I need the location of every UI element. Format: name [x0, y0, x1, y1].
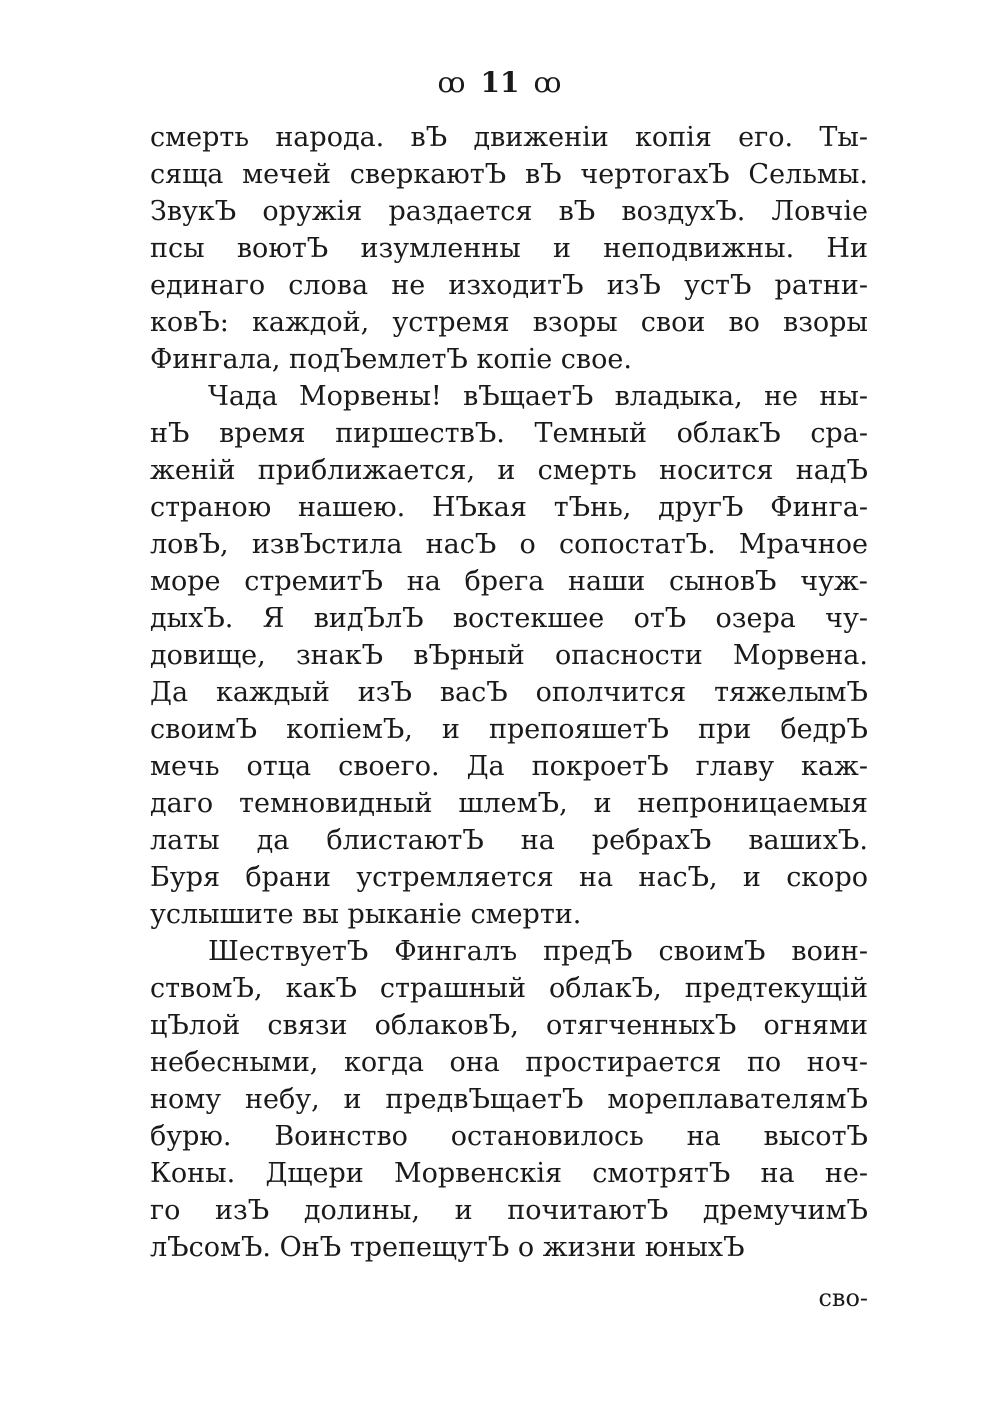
text-line: ловЪ, извЪстила насЪ о сопостатЪ. Мрачное: [150, 529, 868, 560]
text-line: Буря брани устремляется на насЪ, и скоро: [150, 862, 868, 893]
text-line: лЪсомЪ. ОнЪ трепещутЪ о жизни юныхЪ: [150, 1232, 745, 1263]
text-line: единаго слова не изходитЪ изЪ устЪ ратни-: [150, 270, 868, 301]
text-line: небесными, когда она простирается по ноч-: [150, 1047, 868, 1078]
text-line: своимЪ копіемЪ, и препояшетЪ при бедрЪ: [150, 714, 868, 745]
text-line: ШествуетЪ Фингалъ предЪ своимЪ воин-: [208, 936, 868, 967]
text-line: ковЪ: каждой, устремя взоры свои во взоры: [150, 307, 868, 338]
text-line: услышите вы рыканіе смерти.: [150, 899, 582, 930]
text-line: Чада Морвены! вЪщаетЪ владыка, не ны-: [208, 381, 868, 412]
text-line: сяща мечей сверкаютЪ вЪ чертогахЪ Сельмы.: [150, 159, 868, 190]
text-line: Да каждый изЪ васЪ ополчится тяжелымЪ: [150, 677, 868, 708]
text-line: ному небу, и предвЪщаетЪ мореплавателямЪ: [150, 1084, 868, 1115]
text-line: го изЪ долины, и почитаютЪ дремучимЪ: [150, 1195, 868, 1226]
left-ornament-icon: ꝏ: [437, 65, 467, 99]
text-line: смерть народа. вЪ движеніи копія его. Ты-: [150, 122, 868, 153]
text-line: довище, знакЪ вЪрный опасности Морвена.: [150, 640, 868, 671]
text-line: бурю. Воинство остановилось на высотЪ: [150, 1121, 868, 1152]
text-line: мечь отца своего. Да покроетЪ главу каж-: [150, 751, 868, 782]
text-line: Коны. Дщери Морвенскія смотрятЪ на не-: [150, 1158, 868, 1189]
text-line: женій приближается, и смерть носится надЪ: [150, 455, 868, 486]
text-line: латы да блистаютЪ на ребрахЪ вашихЪ.: [150, 825, 868, 856]
catchword: сво-: [818, 1284, 868, 1312]
body-text: [150, 122, 868, 1269]
text-line: цЪлой связи облаковЪ, отягченныхЪ огнями: [150, 1010, 868, 1041]
text-line: Фингала, подЪемлетЪ копіе свое.: [150, 344, 632, 375]
text-line: даго темновидный шлемЪ, и непроницаемыя: [150, 788, 868, 819]
text-line: ЗвукЪ оружія раздается вЪ воздухЪ. Ловчіе: [150, 196, 868, 227]
text-line: дыхЪ. Я видЪлЪ востекшее отЪ озера чу-: [150, 603, 868, 634]
text-line: нЪ время пиршествЪ. Темный облакЪ сра-: [150, 418, 868, 449]
text-line: страною нашею. НЪкая тЪнь, другЪ Финга-: [150, 492, 868, 523]
text-line: ствомЪ, какЪ страшный облакЪ, предтекущій: [150, 973, 868, 1004]
right-ornament-icon: ꝏ: [533, 65, 563, 99]
page-header: [0, 62, 1000, 102]
page-number: 11: [480, 65, 520, 99]
text-line: псы воютЪ изумленны и неподвижны. Ни: [150, 233, 868, 264]
text-line: море стремитЪ на брега наши сыновЪ чуж-: [150, 566, 868, 597]
